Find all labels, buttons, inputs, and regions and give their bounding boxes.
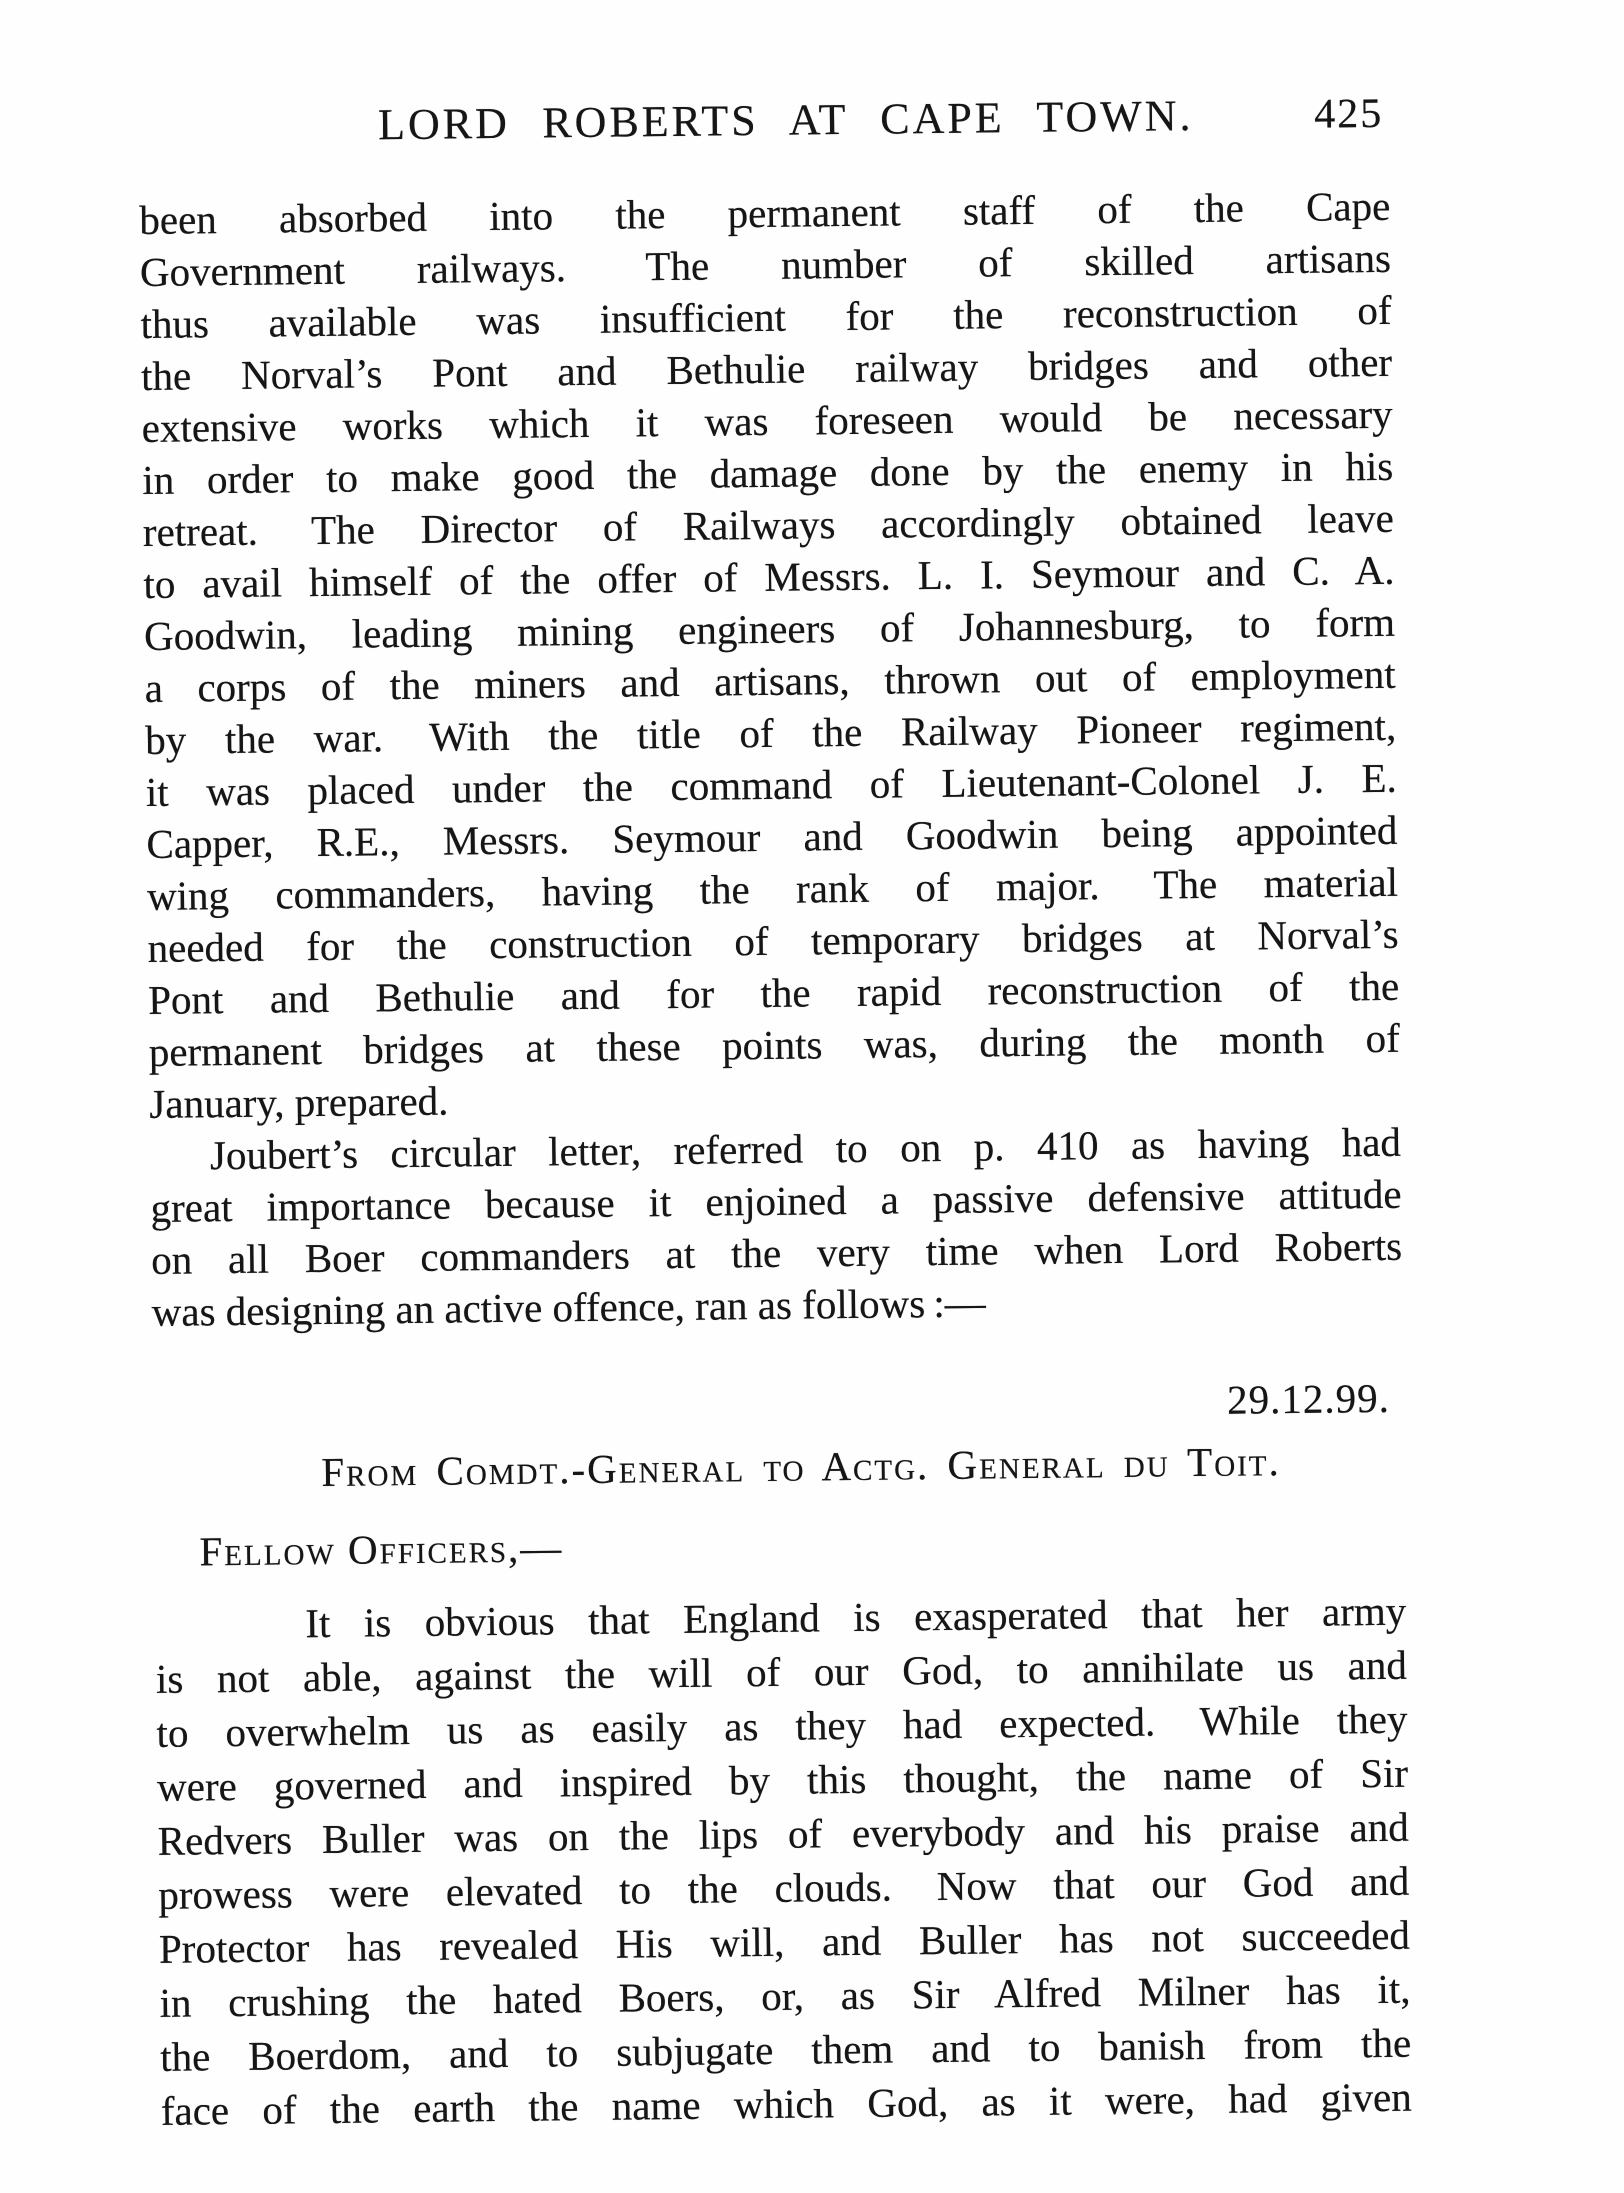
letter-heading: From Comdt.-General to Actg. General du Toit. — [321, 1438, 1282, 1496]
letter-date: 29.12.99. — [1226, 1374, 1391, 1423]
text-line: thus available was insufficient for the reconstruction of — [140, 286, 1392, 347]
text-line: needed for the construction of temporary bridges at Norval’s — [147, 910, 1399, 971]
text-line: a corps of the miners and artisans, thrown out of employment — [144, 650, 1396, 711]
text-line: Joubert’s circular letter, referred to on p. 410 as having had — [209, 1118, 1402, 1179]
body-paragraph-1 — [139, 180, 1401, 1130]
text-line: retreat. The Director of Railways accordingly obtained leave — [142, 494, 1395, 555]
text-line: was designing an active offence, ran as follows :— — [151, 1279, 987, 1335]
text-line: extensive works which it was foreseen would be necessary — [141, 390, 1393, 451]
text-line: great importance because it enjoined a passive defensive attitude — [150, 1170, 1402, 1231]
text-line: face of the earth the name which God, as it were, had given — [160, 2073, 1412, 2134]
text-line: Pont and Bethulie and for the rapid reconstruction of the — [147, 962, 1400, 1023]
text-line: Goodwin, leading mining engineers of Johannesburg, to form — [143, 598, 1396, 659]
text-line: to overwhelm us as easily as they had expected. While they — [156, 1695, 1408, 1756]
text-line: is not able, against the will of our God, to annihilate us and — [155, 1641, 1408, 1702]
text-line: It is obvious that England is exasperated that her army — [305, 1587, 1407, 1647]
text-line: were governed and inspired by this thought, the name of Sir — [156, 1749, 1409, 1810]
text-line: in crushing the hated Boers, or, as Sir Alfred Milner has it, — [159, 1965, 1411, 2026]
text-line: permanent bridges at these points was, during the month of — [148, 1014, 1400, 1075]
text-line: Redvers Buller was on the lips of everybody and his praise and — [157, 1803, 1409, 1864]
text-line: wing commanders, having the rank of major. The material — [146, 858, 1399, 919]
text-line: the Norval’s Pont and Bethulie railway bridges and other — [140, 338, 1393, 399]
text-line: Capper, R.E., Messrs. Seymour and Goodwin being appointed — [146, 806, 1398, 867]
text-line: January, prepared. — [149, 1077, 449, 1127]
text-line: the Boerdom, and to subjugate them and to banish from the — [159, 2019, 1412, 2080]
page-number: 425 — [1313, 90, 1384, 138]
text-line: on all Boer commanders at the very time when Lord Roberts — [150, 1222, 1403, 1283]
page-title: LORD ROBERTS AT CAPE TOWN. — [377, 91, 1194, 150]
text-line: it was placed under the command of Lieutenant-Colonel J. E. — [145, 754, 1398, 815]
text-line: been absorbed into the permanent staff of the Cape — [139, 182, 1391, 243]
letter-salutation: Fellow Officers,— — [199, 1524, 564, 1575]
running-head — [138, 86, 1390, 156]
text-line: by the war. With the title of the Railway Pioneer regiment, — [144, 702, 1397, 763]
body-paragraph-2 — [150, 1116, 1403, 1338]
text-line: to avail himself of the offer of Messrs. L. I. Seymour and C. A. — [143, 546, 1395, 607]
text-line: in order to make good the damage done by the enemy in his — [142, 442, 1394, 503]
text-line: Government railways. The number of skilled artisans — [139, 234, 1392, 295]
text-line: prowess were elevated to the clouds. Now that our God and — [158, 1857, 1410, 1918]
letter-paragraph — [155, 1584, 1412, 2138]
page-content — [138, 86, 1412, 2138]
text-line: Protector has revealed His will, and Buller has not succeeded — [158, 1911, 1411, 1972]
